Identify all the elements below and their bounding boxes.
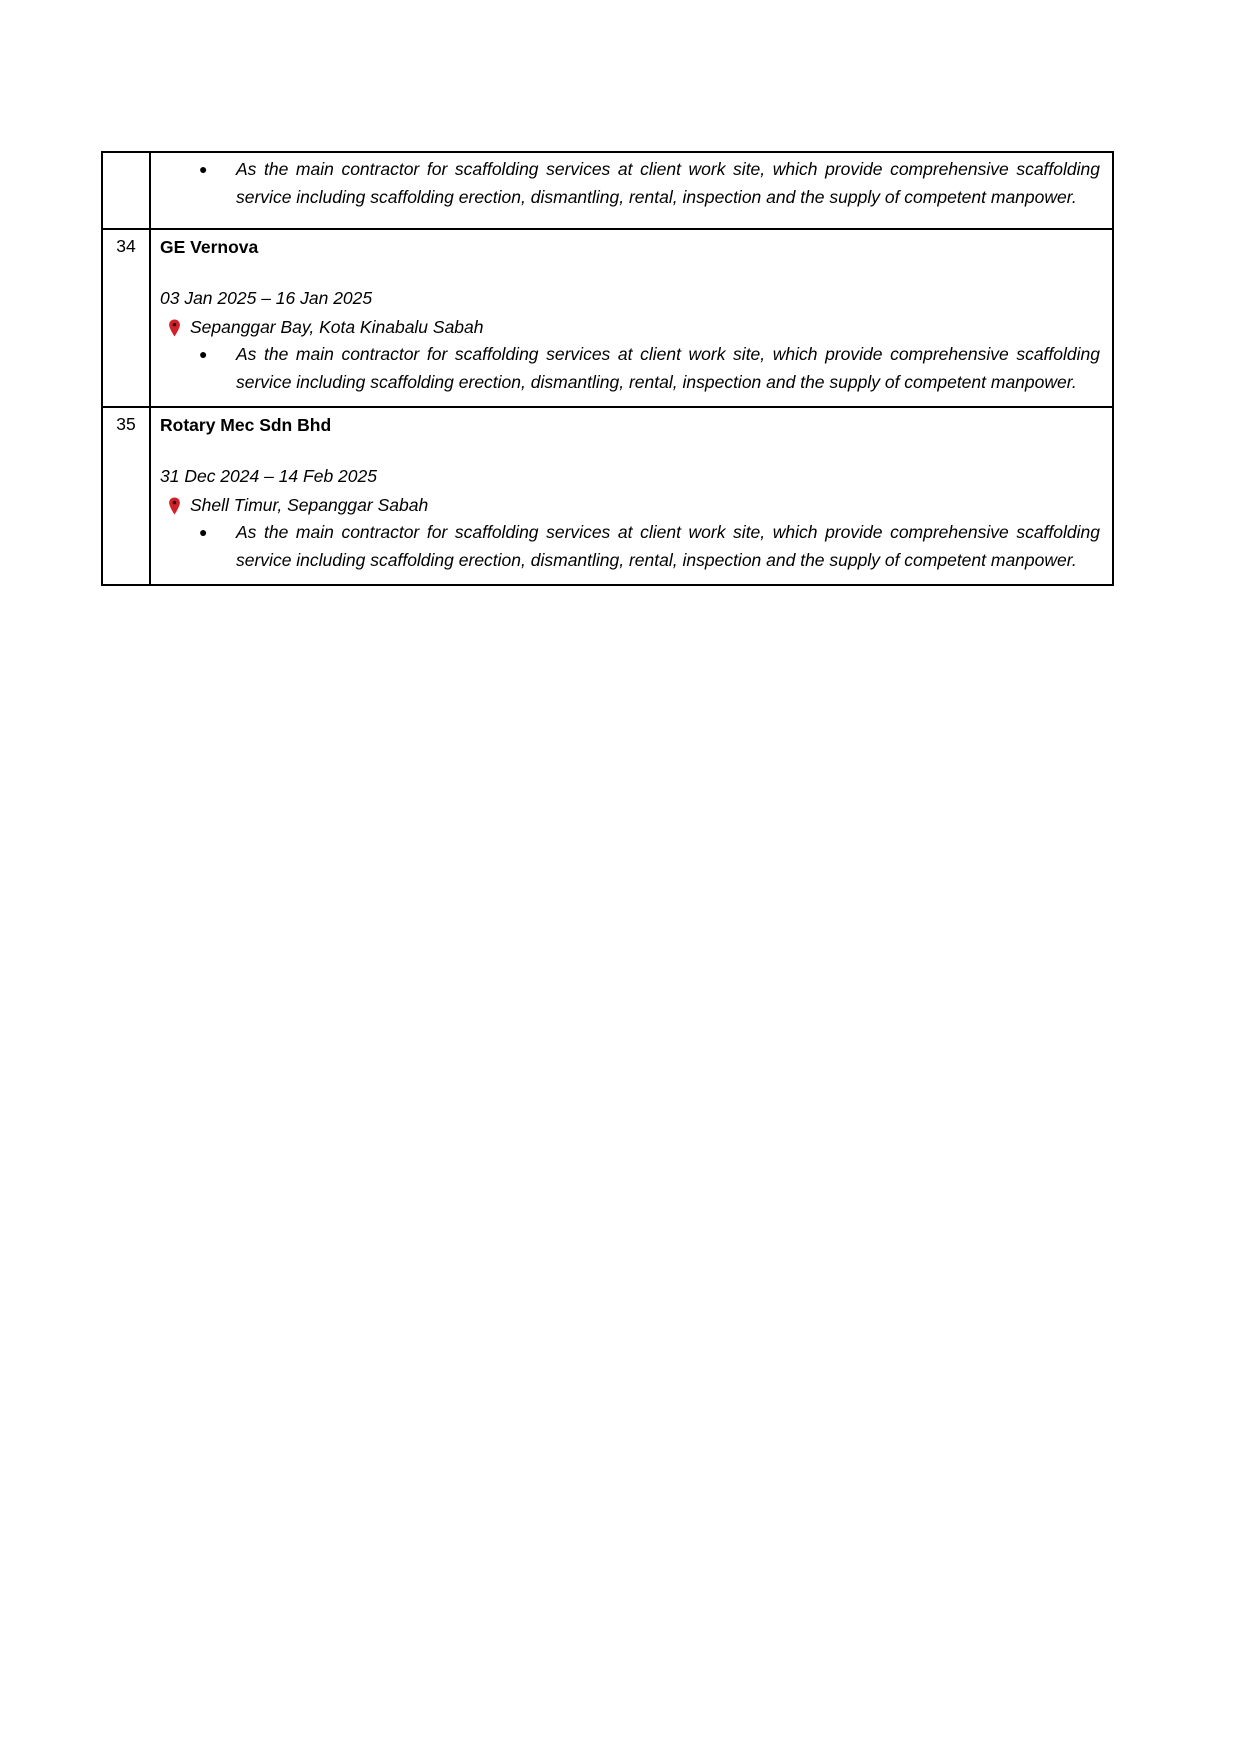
location (168, 315, 1100, 341)
projects-table (101, 151, 1114, 586)
bullet-icon: ● (199, 524, 208, 540)
date-range: 31 Dec 2024 – 14 Feb 2025 (160, 466, 377, 486)
description-text: As the main contractor for scaffolding services at client work site, which provide comprehensive scaffolding service including scaffolding erection, dismantling, rental, inspection and the supply of competent manpower. (236, 344, 1100, 392)
description-text: As the main contractor for scaffolding services at client work site, which provide comprehensive scaffolding service including scaffolding erection, dismantling, rental, inspection and the supply of competent manpower. (236, 159, 1100, 207)
row-number (102, 152, 150, 229)
table-row (102, 229, 1113, 407)
location-text: Shell Timur, Sepanggar Sabah (190, 495, 429, 516)
date-range: 03 Jan 2025 – 16 Jan 2025 (160, 288, 373, 308)
location (168, 493, 1100, 519)
row-content (150, 229, 1113, 407)
row-number: 35 (102, 407, 150, 585)
description-item (198, 519, 1100, 574)
row-number: 34 (102, 229, 150, 407)
row-content (150, 407, 1113, 585)
description-item (198, 156, 1100, 211)
table-row (102, 152, 1113, 229)
spacer (160, 439, 1100, 463)
bullet-icon: ● (199, 346, 208, 362)
description-text: As the main contractor for scaffolding services at client work site, which provide comprehensive scaffolding service including scaffolding erection, dismantling, rental, inspection and the supply of competent manpower. (236, 522, 1100, 570)
description-item (198, 341, 1100, 396)
table-row (102, 407, 1113, 585)
bullet-icon: ● (199, 161, 208, 177)
row-content (150, 152, 1113, 229)
map-pin-icon (168, 497, 181, 515)
company-name: GE Vernova (160, 237, 259, 257)
company-name: Rotary Mec Sdn Bhd (160, 415, 332, 435)
spacer (160, 261, 1100, 285)
location-text: Sepanggar Bay, Kota Kinabalu Sabah (190, 317, 484, 338)
map-pin-icon (168, 319, 181, 337)
